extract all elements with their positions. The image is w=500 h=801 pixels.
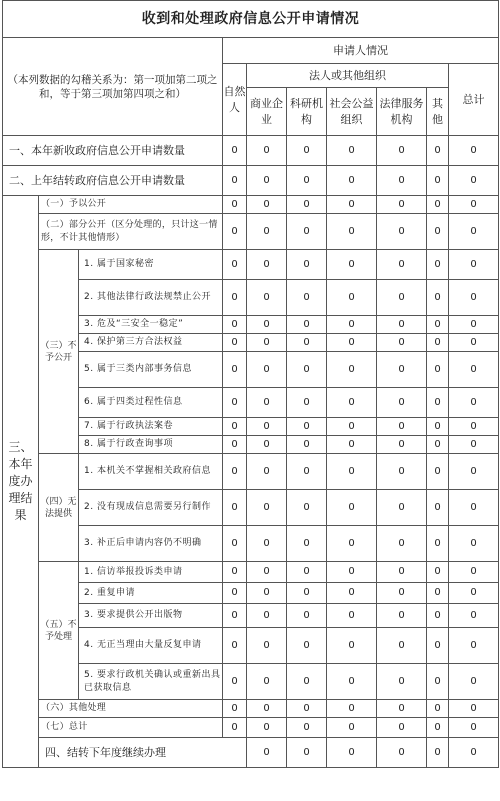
header-legal-group: 法人或其他组织 — [247, 64, 449, 88]
cell-value: 0 — [287, 628, 327, 664]
cell-value: 0 — [247, 718, 287, 738]
row-label: 7. 属于行政执法案卷 — [79, 418, 223, 436]
cell-value: 0 — [327, 664, 377, 700]
cell-value: 0 — [449, 352, 499, 388]
cell-value: 0 — [223, 718, 247, 738]
cell-value: 0 — [327, 526, 377, 562]
cell-value: 0 — [449, 604, 499, 628]
cell-value: 0 — [427, 664, 449, 700]
cell-value: 0 — [377, 664, 427, 700]
table-row — [3, 700, 499, 718]
cell-value: 0 — [247, 250, 287, 280]
cell-value: 0 — [287, 418, 327, 436]
cell-value: 0 — [449, 583, 499, 604]
row-label: 6. 属于四类过程性信息 — [79, 388, 223, 418]
row-label: 3. 要求提供公开出版物 — [79, 604, 223, 628]
cell-value: 0 — [327, 196, 377, 214]
row-label: 3. 补正后申请内容仍不明确 — [79, 526, 223, 562]
cell-value: 0 — [427, 490, 449, 526]
table-row — [3, 250, 499, 280]
cell-value: 0 — [327, 700, 377, 718]
cell-value: 0 — [327, 583, 377, 604]
header-org-business: 商业企业 — [247, 88, 287, 136]
cell-value: 0 — [427, 604, 449, 628]
table-row — [3, 562, 499, 583]
row-label: 1. 信访举报投诉类申请 — [79, 562, 223, 583]
row-label: 一、本年新收政府信息公开申请数量 — [3, 136, 223, 166]
cell-value: 0 — [377, 454, 427, 490]
cell-value: 0 — [247, 166, 287, 196]
cell-value: 0 — [287, 718, 327, 738]
cell-value: 0 — [327, 738, 377, 768]
header-note: （本列数据的勾稽关系为：第一项加第二项之和，等于第三项加第四项之和） — [3, 38, 223, 136]
cell-value: 0 — [247, 664, 287, 700]
header-org-research: 科研机构 — [287, 88, 327, 136]
cell-value: 0 — [327, 418, 377, 436]
cell-value: 0 — [287, 196, 327, 214]
group3-label: （三）不予公开 — [39, 250, 79, 454]
cell-value: 0 — [327, 562, 377, 583]
cell-value: 0 — [449, 738, 499, 768]
cell-value: 0 — [377, 136, 427, 166]
cell-value: 0 — [377, 738, 427, 768]
group4-label: （四）无法提供 — [39, 454, 79, 562]
cell-value: 0 — [449, 196, 499, 214]
cell-value: 0 — [247, 436, 287, 454]
cell-value: 0 — [449, 280, 499, 316]
cell-value: 0 — [377, 388, 427, 418]
cell-value: 0 — [287, 436, 327, 454]
cell-value: 0 — [223, 334, 247, 352]
header-natural-person: 自然人 — [223, 64, 247, 136]
cell-value: 0 — [247, 316, 287, 334]
table-row — [3, 136, 499, 166]
cell-value: 0 — [327, 454, 377, 490]
cell-value: 0 — [223, 562, 247, 583]
cell-value: 0 — [247, 490, 287, 526]
cell-value: 0 — [377, 196, 427, 214]
cell-value: 0 — [223, 604, 247, 628]
cell-value: 0 — [327, 604, 377, 628]
cell-value: 0 — [327, 490, 377, 526]
cell-value: 0 — [377, 436, 427, 454]
cell-value: 0 — [247, 583, 287, 604]
cell-value: 0 — [377, 166, 427, 196]
cell-value: 0 — [377, 280, 427, 316]
cell-value: 0 — [327, 718, 377, 738]
cell-value: 0 — [287, 280, 327, 316]
cell-value: 0 — [449, 526, 499, 562]
cell-value: 0 — [287, 700, 327, 718]
cell-value: 0 — [427, 196, 449, 214]
cell-value: 0 — [449, 388, 499, 418]
cell-value: 0 — [327, 352, 377, 388]
cell-value: 0 — [287, 490, 327, 526]
cell-value: 0 — [327, 628, 377, 664]
row-label: 5. 属于三类内部事务信息 — [79, 352, 223, 388]
cell-value: 0 — [223, 280, 247, 316]
cell-value: 0 — [449, 418, 499, 436]
cell-value: 0 — [377, 700, 427, 718]
cell-value: 0 — [223, 526, 247, 562]
cell-value: 0 — [427, 718, 449, 738]
cell-value: 0 — [287, 664, 327, 700]
cell-value: 0 — [287, 352, 327, 388]
cell-value: 0 — [427, 250, 449, 280]
cell-value: 0 — [377, 562, 427, 583]
cell-value: 0 — [449, 718, 499, 738]
header-org-legal-service: 法律服务机构 — [377, 88, 427, 136]
cell-value: 0 — [287, 214, 327, 250]
cell-value: 0 — [427, 700, 449, 718]
cell-value: 0 — [327, 214, 377, 250]
row-label: 8. 属于行政查询事项 — [79, 436, 223, 454]
cell-value: 0 — [449, 334, 499, 352]
cell-value: 0 — [247, 334, 287, 352]
cell-value: 0 — [377, 490, 427, 526]
cell-value: 0 — [449, 316, 499, 334]
row-label: 5. 要求行政机关确认或重新出具已获取信息 — [79, 664, 223, 700]
cell-value: 0 — [287, 316, 327, 334]
cell-value: 0 — [449, 664, 499, 700]
cell-value: 0 — [223, 700, 247, 718]
cell-value: 0 — [287, 562, 327, 583]
cell-value: 0 — [327, 280, 377, 316]
cell-value: 0 — [327, 250, 377, 280]
cell-value: 0 — [377, 418, 427, 436]
cell-value: 0 — [327, 316, 377, 334]
cell-value: 0 — [377, 583, 427, 604]
info-disclosure-table — [2, 0, 499, 768]
table-row — [3, 454, 499, 490]
cell-value: 0 — [247, 214, 287, 250]
row-label: 二、上年结转政府信息公开申请数量 — [3, 166, 223, 196]
cell-value: 0 — [287, 250, 327, 280]
row-label: 2. 重复申请 — [79, 583, 223, 604]
cell-value: 0 — [449, 628, 499, 664]
row-label: （一）予以公开 — [39, 196, 223, 214]
cell-value: 0 — [287, 454, 327, 490]
cell-value: 0 — [247, 738, 287, 768]
cell-value: 0 — [427, 436, 449, 454]
cell-value: 0 — [427, 628, 449, 664]
cell-value: 0 — [287, 166, 327, 196]
cell-value: 0 — [223, 583, 247, 604]
row-label: （二）部分公开（区分处理的，只计这一情形，不计其他情形） — [39, 214, 223, 250]
cell-value: 0 — [449, 250, 499, 280]
cell-value: 0 — [449, 136, 499, 166]
cell-value: 0 — [427, 214, 449, 250]
table-row — [3, 166, 499, 196]
cell-value: 0 — [377, 352, 427, 388]
cell-value: 0 — [247, 562, 287, 583]
cell-value: 0 — [327, 166, 377, 196]
cell-value: 0 — [427, 136, 449, 166]
table-row — [3, 214, 499, 250]
cell-value: 0 — [247, 604, 287, 628]
cell-value: 0 — [449, 436, 499, 454]
row-label: 四、结转下年度继续办理 — [39, 738, 247, 768]
cell-value: 0 — [223, 250, 247, 280]
cell-value: 0 — [247, 196, 287, 214]
cell-value: 0 — [449, 562, 499, 583]
cell-value: 0 — [427, 562, 449, 583]
cell-value: 0 — [327, 334, 377, 352]
cell-value: 0 — [377, 250, 427, 280]
group5-label: （五）不予处理 — [39, 562, 79, 700]
row-label: 2. 没有现成信息需要另行制作 — [79, 490, 223, 526]
table-row — [3, 738, 499, 768]
cell-value: 0 — [287, 738, 327, 768]
cell-value: 0 — [427, 454, 449, 490]
header-applicant: 申请人情况 — [223, 38, 499, 64]
cell-value: 0 — [223, 136, 247, 166]
cell-value: 0 — [287, 136, 327, 166]
table-title: 收到和处理政府信息公开申请情况 — [3, 1, 499, 38]
row-label: 4. 保护第三方合法权益 — [79, 334, 223, 352]
header-org-other: 其他 — [427, 88, 449, 136]
cell-value: 0 — [377, 718, 427, 738]
cell-value: 0 — [247, 628, 287, 664]
row-label: 4. 无正当理由大量反复申请 — [79, 628, 223, 664]
cell-value: 0 — [223, 418, 247, 436]
cell-value: 0 — [223, 436, 247, 454]
row-label: （七）总计 — [39, 718, 223, 738]
cell-value: 0 — [223, 352, 247, 388]
cell-value: 0 — [247, 352, 287, 388]
row-label: （六）其他处理 — [39, 700, 223, 718]
cell-value: 0 — [327, 436, 377, 454]
section3-label: 三、本年度办理结果 — [3, 196, 39, 768]
cell-value: 0 — [449, 214, 499, 250]
cell-value: 0 — [287, 388, 327, 418]
cell-value: 0 — [377, 628, 427, 664]
cell-value: 0 — [377, 214, 427, 250]
cell-value: 0 — [449, 454, 499, 490]
cell-value: 0 — [377, 316, 427, 334]
cell-value: 0 — [427, 166, 449, 196]
cell-value: 0 — [427, 352, 449, 388]
cell-value: 0 — [247, 388, 287, 418]
cell-value: 0 — [427, 316, 449, 334]
cell-value: 0 — [449, 490, 499, 526]
cell-value: 0 — [377, 334, 427, 352]
cell-value: 0 — [449, 166, 499, 196]
cell-value: 0 — [427, 334, 449, 352]
cell-value: 0 — [223, 196, 247, 214]
cell-value: 0 — [327, 388, 377, 418]
row-label: 1. 属于国家秘密 — [79, 250, 223, 280]
table-row — [3, 196, 499, 214]
cell-value: 0 — [449, 700, 499, 718]
row-label: 1. 本机关不掌握相关政府信息 — [79, 454, 223, 490]
cell-value: 0 — [247, 418, 287, 436]
cell-value: 0 — [247, 700, 287, 718]
cell-value: 0 — [287, 583, 327, 604]
cell-value: 0 — [223, 490, 247, 526]
row-label: 3. 危及“三安全一稳定” — [79, 316, 223, 334]
header-org-public-welfare: 社会公益组织 — [327, 88, 377, 136]
cell-value: 0 — [377, 604, 427, 628]
cell-value: 0 — [223, 214, 247, 250]
cell-value: 0 — [223, 316, 247, 334]
cell-value: 0 — [327, 136, 377, 166]
cell-value: 0 — [223, 628, 247, 664]
cell-value: 0 — [427, 738, 449, 768]
table-row — [3, 718, 499, 738]
cell-value: 0 — [287, 526, 327, 562]
row-label: 2. 其他法律行政法规禁止公开 — [79, 280, 223, 316]
cell-value: 0 — [223, 454, 247, 490]
cell-value: 0 — [287, 334, 327, 352]
cell-value: 0 — [427, 280, 449, 316]
cell-value: 0 — [427, 583, 449, 604]
cell-value: 0 — [247, 136, 287, 166]
cell-value: 0 — [247, 280, 287, 316]
cell-value: 0 — [287, 604, 327, 628]
cell-value: 0 — [427, 388, 449, 418]
cell-value: 0 — [427, 418, 449, 436]
cell-value: 0 — [247, 454, 287, 490]
cell-value: 0 — [223, 664, 247, 700]
cell-value: 0 — [247, 526, 287, 562]
header-total: 总计 — [449, 64, 499, 136]
cell-value: 0 — [377, 526, 427, 562]
cell-value: 0 — [223, 166, 247, 196]
cell-value: 0 — [223, 388, 247, 418]
cell-value: 0 — [427, 526, 449, 562]
